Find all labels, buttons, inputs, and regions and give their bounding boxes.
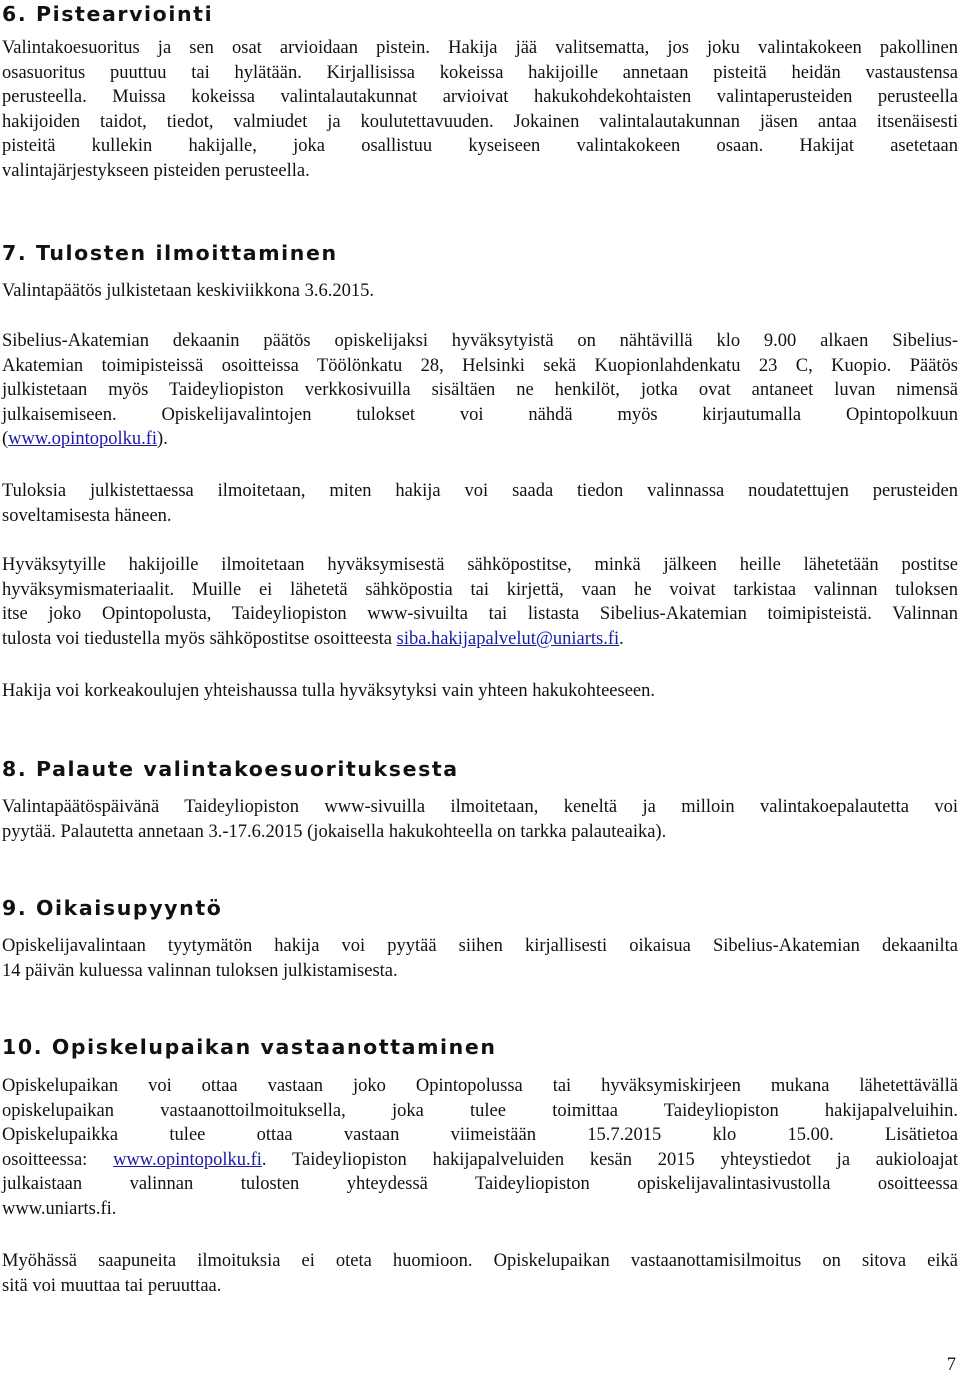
text-line: hyväksymismateriaalit. Muille ei lähetetä sähköpostia tai kirjettä, vaan he voivat tarkistaa valinnan tuloksen (2, 579, 958, 600)
text-fragment: ( (2, 429, 9, 450)
section-7-paragraph-5 (2, 679, 958, 704)
text-line: www.uniarts.fi. (2, 1198, 117, 1219)
text-line: hakijoiden taidot, tiedot, valmiudet ja koulutettavuuden. Jokainen valintalautakunnan jäsen antaa itsenäisesti (2, 111, 958, 132)
text-fragment: osoitteessa: (2, 1149, 114, 1170)
section-8-paragraph (2, 795, 958, 844)
text-line: sitä voi muuttaa tai peruuttaa. (2, 1275, 222, 1296)
text-line (2, 1148, 958, 1173)
opintopolku-link[interactable]: www.opintopolku.fi (113, 1149, 262, 1170)
text-line: itse joko Opintopolusta, Taideyliopiston www-sivuilta tai listasta Sibelius-Akatemian toimipisteistä. Valinnan (2, 604, 958, 625)
text-line: 14 päivän kuluessa valinnan tuloksen julkistamisesta. (2, 960, 398, 981)
text-line: Tuloksia julkistettaessa ilmoitetaan, miten hakija voi saada tiedon valinnassa noudatettujen perusteiden (2, 481, 958, 501)
text-line: Hakija voi korkeakoulujen yhteishaussa tulla hyväksytyksi vain yhteen hakukohteeseen. (2, 681, 655, 701)
text-line: Akatemian toimipisteissä osoitteissa Töölönkatu 28, Helsinki sekä Kuopionlahdenkatu 23 C, Kuopio. Päätös (2, 355, 958, 376)
section-7-paragraph-3 (2, 479, 958, 528)
text-line: julkaistaan valinnan tulosten yhteydessä Taideyliopiston opiskelijavalintasivustolla osoitteessa (2, 1174, 958, 1195)
section-7-paragraph-1 (2, 279, 958, 304)
text-line (2, 627, 958, 652)
section-10-heading: 10. Opiskelupaikan vastaanottaminen (2, 1035, 497, 1059)
text-line: Valintakoesuoritus ja sen osat arvioidaan pistein. Hakija jää valitsematta, jos joku valintakokeen pakollinen (2, 38, 958, 58)
text-line: perusteella. Muissa kokeissa valintalautakunnat arvioivat hakukohdekohtaisten valintaperusteiden perusteella (2, 87, 958, 108)
text-fragment: tulosta voi tiedustella myös sähköpostitse osoitteesta (2, 628, 397, 649)
section-7-paragraph-2 (2, 329, 958, 452)
email-link[interactable]: siba.hakijapalvelut@uniarts.fi (396, 628, 620, 649)
section-7-heading: 7. Tulosten ilmoittaminen (2, 241, 338, 265)
text-fragment: . (619, 628, 624, 649)
text-fragment: . Taideyliopiston hakijapalveluiden kesän 2015 yhteystiedot ja aukioloajat (261, 1149, 958, 1170)
section-7-paragraph-4 (2, 553, 958, 651)
text-line: Sibelius-Akatemian dekaanin päätös opiskelijaksi hyväksytyistä on nähtävillä klo 9.00 alkaen Sibelius- (2, 331, 958, 351)
text-line: Valintapäätöspäivänä Taideyliopiston www-sivuilla ilmoitetaan, keneltä ja milloin valintakoepalautetta voi (2, 797, 958, 817)
text-line: pisteitä kullekin hakijalle, joka osallistuu kyseiseen valintakokeen osaan. Hakijat asetetaan (2, 136, 958, 157)
text-line: Valintapäätös julkistetaan keskiviikkona 3.6.2015. (2, 281, 374, 301)
opintopolku-link[interactable]: www.opintopolku.fi (8, 429, 158, 450)
text-fragment: ). (157, 429, 168, 450)
text-line: opiskelupaikan vastaanottoilmoituksella, joka tulee toimittaa Taideyliopiston hakijapalveluihin. (2, 1100, 958, 1121)
text-line: pyytää. Palautetta annetaan 3.-17.6.2015 (jokaisella hakukohteella on tarkka palauteaika). (2, 821, 667, 842)
text-line: julkistetaan myös Taideyliopiston verkkosivuilla sisältäen ne henkilöt, jotka ovat antaneet luvan nimensä (2, 380, 958, 401)
section-10-paragraph-1 (2, 1074, 958, 1222)
page-number: 7 (946, 1355, 956, 1375)
section-6-paragraph (2, 36, 958, 184)
section-9-heading: 9. Oikaisupyyntö (2, 896, 223, 920)
text-line: Opiskelupaikan voi ottaa vastaan joko Opintopolussa tai hyväksymiskirjeen mukana lähetettävällä (2, 1076, 958, 1096)
text-line: osasuoritus puuttuu tai hylätään. Kirjallisissa kokeissa hakijoille annetaan pisteitä heidän vastaustensa (2, 62, 958, 83)
text-line: valintajärjestykseen pisteiden perusteella. (2, 160, 310, 181)
section-9-paragraph (2, 934, 958, 983)
text-line: Opiskelupaikka tulee ottaa vastaan viimeistään 15.7.2015 klo 15.00. Lisätietoa (2, 1125, 958, 1146)
section-6-heading: 6. Pistearviointi (2, 2, 214, 26)
text-line: Myöhässä saapuneita ilmoituksia ei oteta huomioon. Opiskelupaikan vastaanottamisilmoitus on sitova eikä (2, 1251, 958, 1271)
section-8-heading: 8. Palaute valintakoesuorituksesta (2, 757, 459, 781)
text-line: soveltamisesta häneen. (2, 505, 172, 526)
text-line: Opiskelijavalintaan tyytymätön hakija voi pyytää siihen kirjallisesti oikaisua Sibelius-Akatemian dekaanilta (2, 936, 958, 956)
section-10-paragraph-2 (2, 1249, 958, 1298)
text-line: julkaisemiseen. Opiskelijavalintojen tulokset voi nähdä myös kirjautumalla Opintopolkuun (2, 404, 958, 425)
text-line (2, 427, 958, 452)
text-line: Hyväksytyille hakijoille ilmoitetaan hyväksymisestä sähköpostitse, minkä jälkeen heille lähetetään postitse (2, 555, 958, 575)
